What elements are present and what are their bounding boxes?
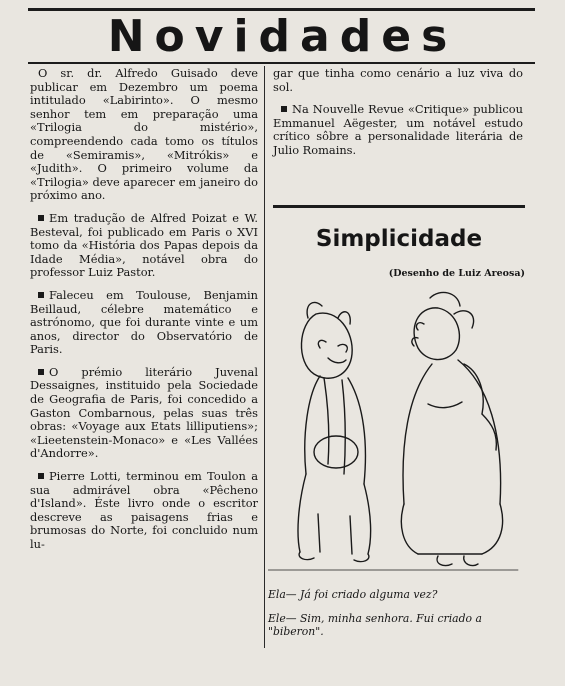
section-title: Novidades — [107, 11, 458, 62]
news-item-text: gar que tinha como cenário a luz viva do sol. — [273, 66, 523, 94]
news-item — [30, 289, 258, 357]
square-bullet-icon — [38, 215, 44, 221]
news-item — [30, 212, 258, 280]
news-item-continued — [273, 67, 523, 94]
dialogue-speaker: Ela — [268, 588, 286, 601]
dialogue-line — [268, 588, 526, 601]
dialogue-text: — Já foi criado alguma vez? — [285, 588, 438, 601]
news-item — [30, 470, 258, 552]
news-item-text: Faleceu em Toulouse, Benjamin Beillaud, célebre matemático e astrónomo, que foi durante vinte e um anos, director do Observatório de Paris. — [30, 287, 258, 357]
cartoon-credit: (Desenho de Luiz Areosa) — [388, 268, 525, 279]
dialogue-text: — Sim, minha senhora. Fui criado a "biberon". — [268, 612, 482, 638]
cartoon-title: Simplicidade — [315, 226, 483, 252]
dialogue-speaker: Ele — [268, 612, 286, 625]
news-item-text: O prémio literário Juvenal Dessaignes, instituido pela Sociedade de Geografia de Paris, foi concedido a Gaston Combarnous, pelas suas três obras: «Voyage aux Etats lilliputiens»; «Lieetenstein-Monaco» e «Les Vallées d'Andorre». — [30, 364, 258, 461]
news-item-text: Pierre Lotti, terminou em Toulon a sua admirável obra «Pêcheno d'Island». Éste livro onde o escritor descreve as paisagens frias e brumosas do Norte, foi concluido num lu- — [30, 469, 258, 551]
title-rule — [28, 62, 535, 64]
news-item-text: Na Nouvelle Revue «Critique» publicou Emmanuel Aëgester, um notável estudo crítico sôbre a personalidade literária de Julio Romains. — [273, 102, 523, 157]
news-item — [30, 67, 258, 203]
right-column — [273, 67, 523, 167]
news-item — [273, 103, 523, 157]
square-bullet-icon — [38, 369, 44, 375]
cartoon-rule — [273, 205, 525, 208]
square-bullet-icon — [38, 473, 44, 479]
news-item-text: Em tradução de Alfred Poizat e W. Besteval, foi publicado em Paris o XVI tomo da «História dos Papas depois da Idade Média», notável obra do professor Luiz Pastor. — [30, 210, 258, 280]
square-bullet-icon — [281, 106, 287, 112]
left-column — [30, 67, 258, 561]
column-divider — [264, 66, 265, 648]
news-item-text: O sr. dr. Alfredo Guisado deve publicar em Dezembro um poema intitulado «Labirinto». O mesmo senhor tem em preparação uma «Trilogia do mistério», compreendendo cada tomo os títulos de «Semiramis», «Mitrókis» e «Judith». O primeiro volume da «Trilogia» deve aparecer em janeiro do próximo ano. — [30, 66, 258, 203]
news-item — [30, 366, 258, 461]
dialogue-line — [268, 612, 526, 638]
square-bullet-icon — [38, 292, 44, 298]
cartoon-illustration — [268, 284, 528, 584]
